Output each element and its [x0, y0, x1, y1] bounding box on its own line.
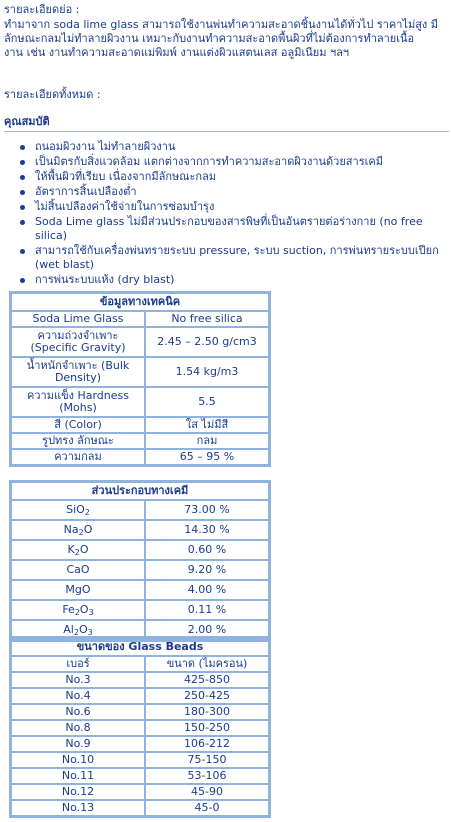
- table-row: No.11 53-106: [11, 768, 269, 784]
- table-row: No.9 106-212: [11, 736, 269, 752]
- table-row: $Al_2O_3$ 2.00 %: [11, 620, 269, 640]
- list-item: การพ่นระบบแห้ง (dry blast): [20, 273, 445, 287]
- list-item: ให้พื้นผิวที่เรียบ เนื่องจากมีลักษณะกลม: [20, 170, 445, 184]
- list-item: ถนอมผิวงาน ไม่ทำลายผิวงาน: [20, 140, 445, 154]
- table-row: No.8 150-250: [11, 720, 269, 736]
- table-row: No.12 45-90: [11, 784, 269, 800]
- short-desc-body: [4, 18, 448, 60]
- properties-divider: [4, 131, 449, 132]
- table-header-row: เบอร์ ขนาด (ไมครอน): [11, 656, 269, 672]
- table-row: $Na_2O$ 14.30 %: [11, 520, 269, 540]
- chemical-composition-table: [9, 480, 271, 642]
- short-desc-line: ลักษณะกลมไม่ทำลายผิวงาน เหมาะกับงานทำความสะอาดพื้นผิวที่ไม่ต้องการทำลายเนื้อ: [4, 32, 415, 45]
- table-row: No.13 45-0: [11, 800, 269, 816]
- table-row: CaO 9.20 %: [11, 560, 269, 580]
- short-desc-line: ทำมาจาก soda lime glass สามารถใช้งานพ่นทำความสะอาดชิ้นงานได้ทั่วไป ราคาไม่สูง มี: [4, 18, 439, 31]
- table-row: No.10 75-150: [11, 752, 269, 768]
- table-row: No.6 180-300: [11, 704, 269, 720]
- table-row: ความถ่วงจำเพาะ (Specific Gravity) 2.45 – 2.50 g/cm3: [11, 327, 269, 357]
- table-row: สี (Color) ใส ไม่มีสี: [11, 417, 269, 433]
- table-title: ขนาดของ Glass Beads: [11, 638, 269, 656]
- table-title: ข้อมูลทางเทคนิค: [11, 293, 269, 311]
- glass-beads-size-table: [9, 636, 271, 818]
- list-item: สามารถใช้กับเครื่องพ่นทรายระบบ pressure, ระบบ suction, การพ่นทรายระบบเปียก (wet blast): [20, 244, 445, 272]
- table-row: No.3 425-850: [11, 672, 269, 688]
- table-row: Soda Lime Glass No free silica: [11, 311, 269, 327]
- table-row: $K_2O$ 0.60 %: [11, 540, 269, 560]
- table-row: $Fe_2O_3$ 0.11 %: [11, 600, 269, 620]
- list-item: อัตราการสิ้นเปลืองต่ำ: [20, 185, 445, 199]
- list-item: ไม่สิ้นเปลืองค่าใช้จ่ายในการซ่อมบำรุง: [20, 200, 445, 214]
- table-row: ความกลม 65 – 95 %: [11, 449, 269, 465]
- short-desc-title: รายละเอียดย่อ :: [4, 3, 80, 16]
- table-title: ส่วนประกอบทางเคมี: [11, 482, 269, 500]
- properties-list: [20, 140, 445, 288]
- table-row: รูปทรง ลักษณะ กลม: [11, 433, 269, 449]
- list-item: เป็นมิตรกับสิ่งแวดล้อม แตกต่างจากการทำความสะอาดผิวงานด้วยสารเคมี: [20, 155, 445, 169]
- table-row: No.4 250-425: [11, 688, 269, 704]
- table-row: น้ำหนักจำเพาะ (Bulk Density) 1.54 kg/m3: [11, 357, 269, 387]
- full-desc-title: รายละเอียดทั้งหมด :: [4, 88, 101, 101]
- table-row: ความแข็ง Hardness (Mohs) 5.5: [11, 387, 269, 417]
- short-desc-line: งาน เช่น งานทำความสะอาดแม่พิมพ์ งานแต่งผิวแสตนเลส อลูมิเนียม ฯลฯ: [4, 46, 350, 59]
- properties-title: คุณสมบัติ: [4, 115, 50, 128]
- list-item: Soda Lime glass ไม่มีส่วนประกอบของสารพิษที่เป็นอันตรายต่อร่างกาย (no free silica): [20, 215, 445, 243]
- table-row: SiO$_2$ 73.00 %: [11, 500, 269, 520]
- table-row: MgO 4.00 %: [11, 580, 269, 600]
- technical-data-table: [9, 291, 271, 467]
